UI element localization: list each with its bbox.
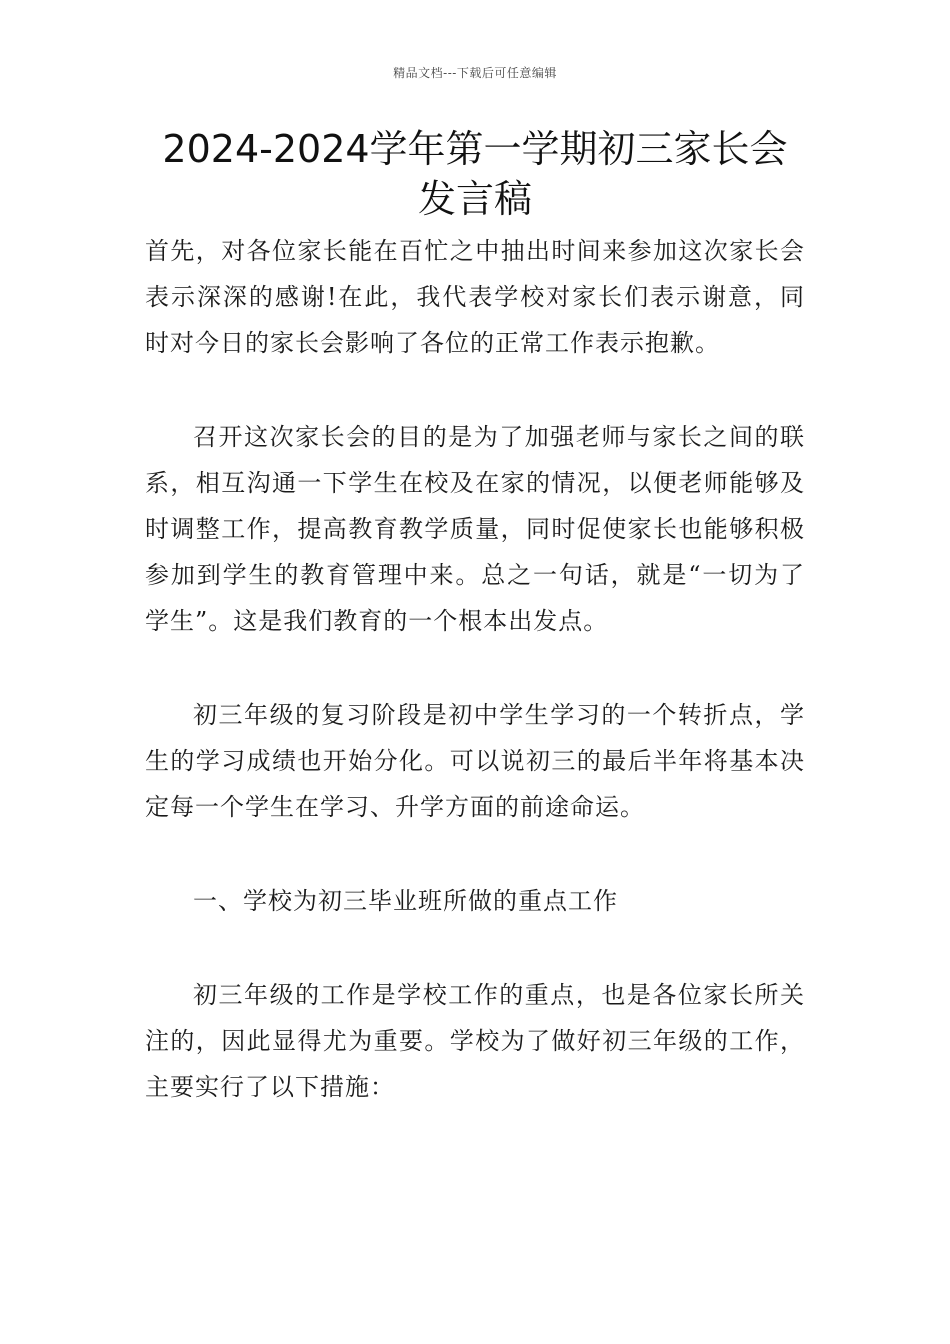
- paragraph-purpose: 召开这次家长会的目的是为了加强老师与家长之间的联系，相互沟通一下学生在校及在家的情况，以便老师能够及时调整工作，提高教育教学质量，同时促使家长也能够积极参加到学生的教育管理中来。总之一句话，就是“一切为了学生”。这是我们教育的一个根本出发点。: [145, 423, 805, 635]
- header-note: 精品文档---下载后可任意编辑: [393, 66, 557, 80]
- paragraph-grade-stage: 初三年级的复习阶段是初中学生学习的一个转折点，学生的学习成绩也开始分化。可以说初三的最后半年将基本决定每一个学生在学习、升学方面的前途命运。: [145, 701, 805, 821]
- document-body: [145, 228, 805, 1110]
- paragraph-measures: 初三年级的工作是学校工作的重点，也是各位家长所关注的，因此显得尤为重要。学校为了做好初三年级的工作，主要实行了以下措施：: [145, 981, 805, 1101]
- paragraph-opening: 首先，对各位家长能在百忙之中抽出时间来参加这次家长会表示深深的感谢!在此，我代表学校对家长们表示谢意，同时对今日的家长会影响了各位的正常工作表示抱歉。: [145, 237, 805, 357]
- section-heading-school-work: 一、学校为初三毕业班所做的重点工作: [193, 887, 618, 915]
- document-title: 2024-2024学年第一学期初三家长会发言稿: [162, 127, 788, 221]
